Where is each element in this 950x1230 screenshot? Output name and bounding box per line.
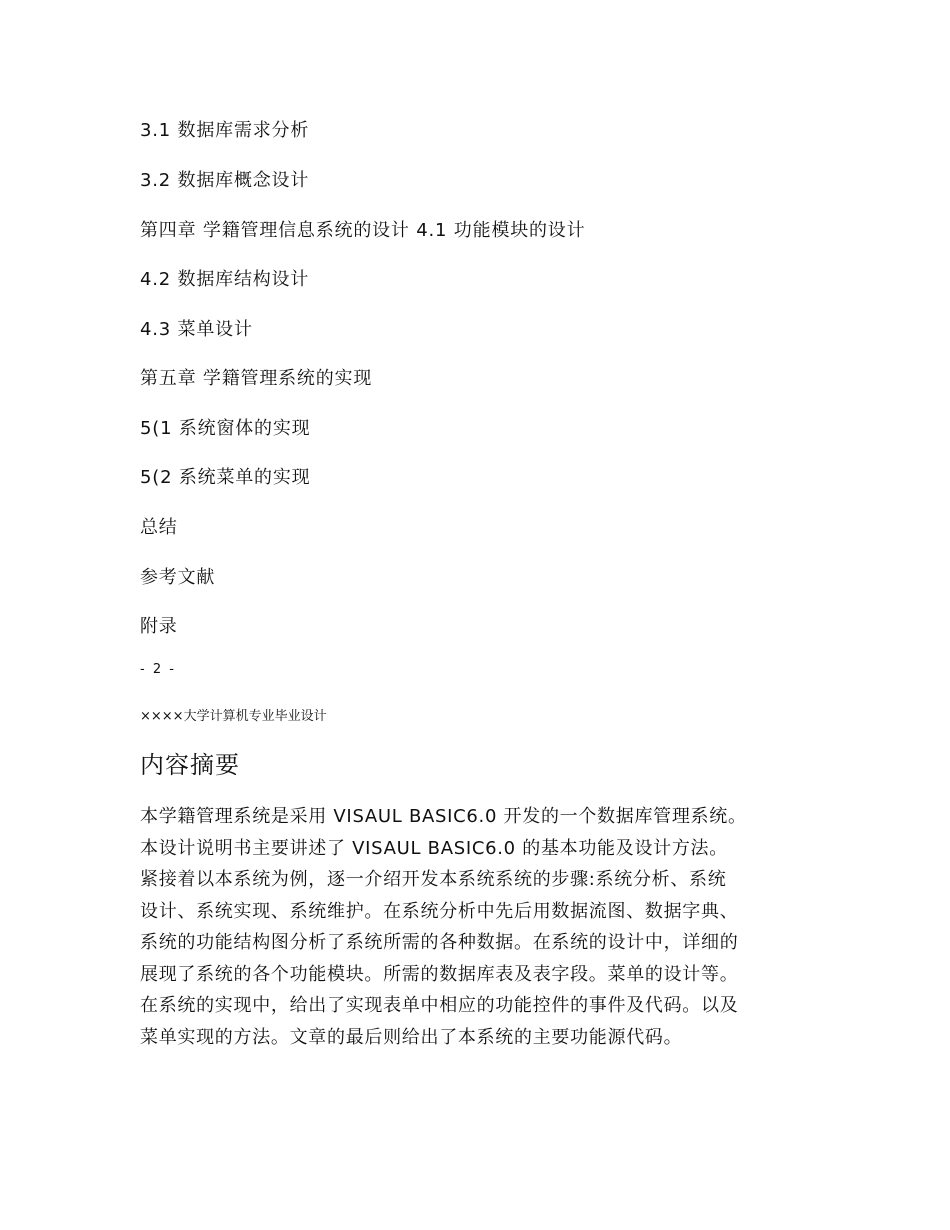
abstract-line: 本设计说明书主要讲述了 VISAUL BASIC6.0 的基本功能及设计方法。: [140, 837, 728, 859]
toc-item: 第四章 学籍管理信息系统的设计 4.1 功能模块的设计: [140, 220, 586, 241]
toc-item: 3.2 数据库概念设计: [140, 170, 310, 191]
page-number: - 2 -: [140, 662, 176, 677]
toc-item: 3.1 数据库需求分析: [140, 120, 310, 141]
toc-item: 总结: [140, 517, 178, 538]
abstract-title: 内容摘要: [140, 751, 240, 779]
abstract-line: 紧接着以本系统为例，逐一介绍开发本系统系统的步骤:系统分析、系统: [140, 869, 727, 890]
abstract-line: 在系统的实现中，给出了实现表单中相应的功能控件的事件及代码。以及: [140, 995, 739, 1016]
abstract-line: 展现了系统的各个功能模块。所需的数据库表及表字段。菜单的设计等。: [140, 963, 739, 985]
toc-item: 4.3 菜单设计: [140, 319, 253, 340]
abstract-body: [140, 801, 820, 1053]
abstract-line: 系统的功能结构图分析了系统所需的各种数据。在系统的设计中，详细的: [140, 932, 739, 953]
toc-item: 5(1 系统窗体的实现: [140, 418, 311, 439]
toc-item: 参考文献: [140, 567, 216, 588]
abstract-line: 设计、系统实现、系统维护。在系统分析中先后用数据流图、数据字典、: [140, 900, 739, 922]
abstract-line: 本学籍管理系统是采用 VISAUL BASIC6.0 开发的一个数据库管理系统。: [140, 806, 747, 827]
toc-item: 4.2 数据库结构设计: [140, 269, 310, 290]
toc-item: 5(2 系统菜单的实现: [140, 467, 311, 488]
abstract-line: 菜单实现的方法。文章的最后则给出了本系统的主要功能源代码。: [140, 1026, 683, 1048]
toc-item: 附录: [140, 616, 178, 637]
toc-item: 第五章 学籍管理系统的实现: [140, 368, 373, 389]
running-header: ××××大学计算机专业毕业设计: [140, 709, 327, 724]
